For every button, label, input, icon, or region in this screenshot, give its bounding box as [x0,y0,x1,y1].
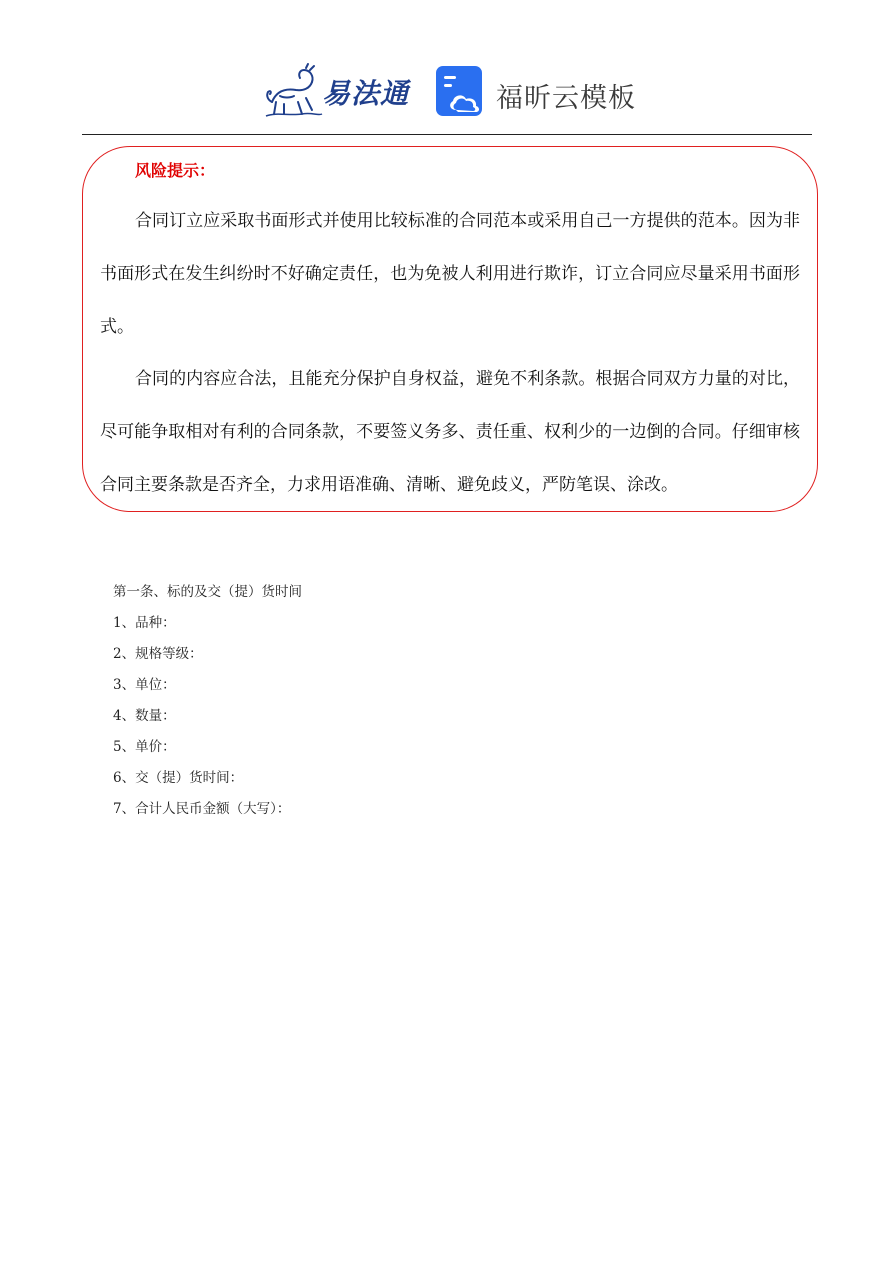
clause-item-unit-price: 5、单价： [113,739,176,755]
clause-item-spec-grade: 2、规格等级： [113,646,203,662]
clause-item-total-amount: 7、合计人民币金额（大写）： [113,801,291,817]
clause-item-quantity: 4、数量： [113,708,176,724]
clause-heading: 第一条、标的及交（提）货时间 [113,584,302,600]
foxit-template-logo-text: 福昕云模板 [496,83,636,114]
qilin-icon [262,62,324,118]
clause-item-unit: 3、单位： [113,677,176,693]
risk-notice-paragraph-2: 合同的内容应合法，且能充分保护自身权益，避免不利条款。根据合同双方力量的对比，尽可能争取相对有利的合同条款，不要签义务多、责任重、权利少的一边倒的合同。仔细审核合同主要条款是否齐全，力求用语准确、清晰、避免歧义，严防笔误、涂改。 [100,369,800,495]
clause-item-variety: 1、品种： [113,615,176,631]
cloud-document-icon [436,66,486,116]
risk-notice-paragraph-1: 合同订立应采取书面形式并使用比较标准的合同范本或采用自己一方提供的范本。因为非书面形式在发生纠纷时不好确定责任，也为免被人利用进行欺诈，订立合同应尽量采用书面形式。 [100,211,800,337]
yifatong-logo-text: 易法通 [322,77,410,110]
header-divider [82,134,812,135]
page-header [0,60,893,122]
yifatong-logo [262,62,412,118]
clause-item-delivery-time: 6、交（提）货时间： [113,770,244,786]
foxit-template-logo [436,66,636,118]
contract-clauses [113,581,713,829]
risk-notice-title: 风险提示： [135,161,216,180]
